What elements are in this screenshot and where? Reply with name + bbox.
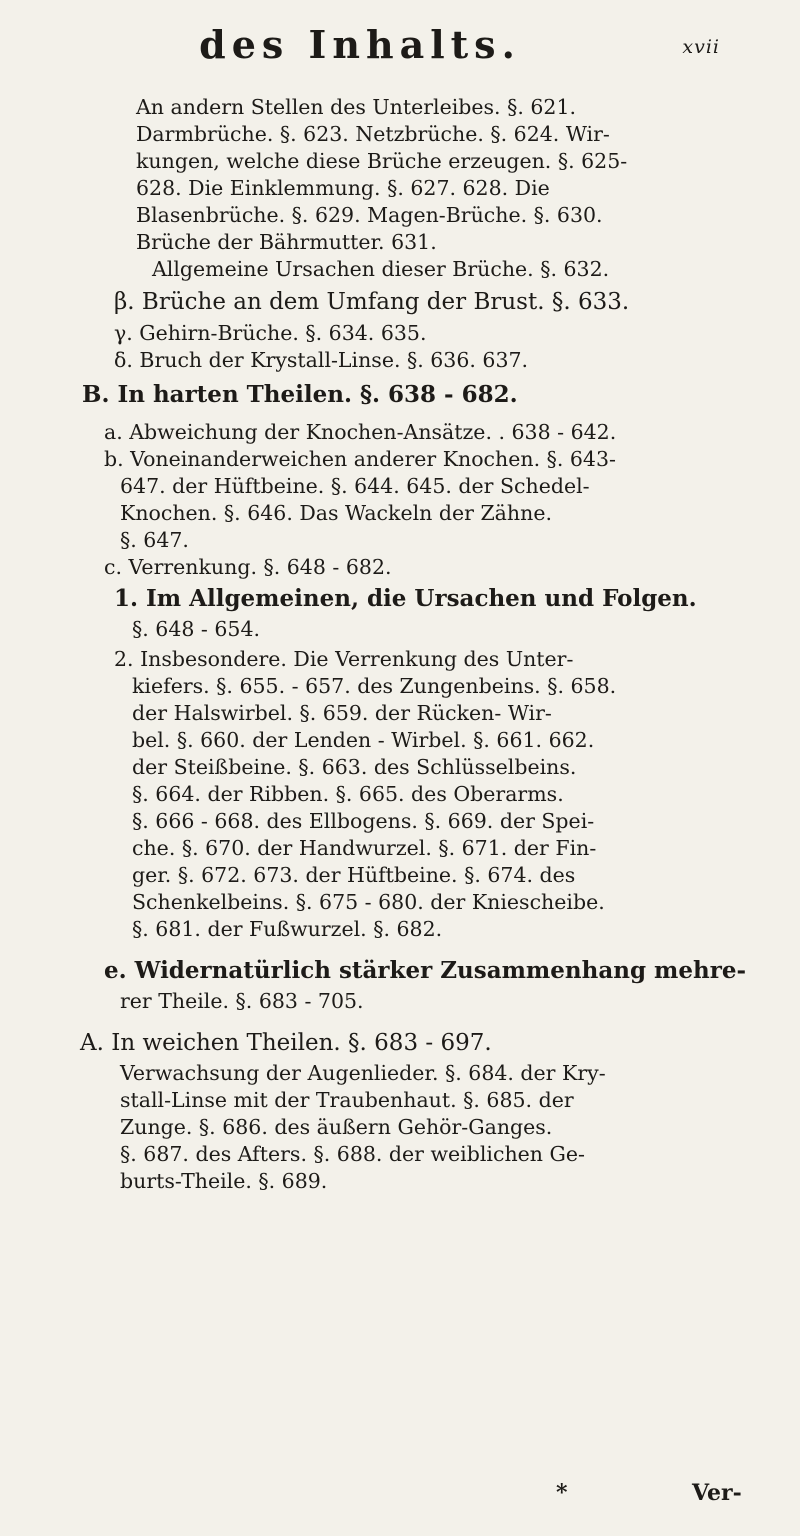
page-footer <box>0 1480 800 1520</box>
text-line: §. 648 - 654. <box>132 617 261 641</box>
text-line: burts-Theile. §. 689. <box>120 1169 328 1193</box>
text-line: Knochen. §. 646. Das Wackeln der Zähne. <box>120 501 552 525</box>
text-line: 2. Insbesondere. Die Verrenkung des Unter- <box>114 647 574 671</box>
text-line: β. Brüche an dem Umfang der Brust. §. 633. <box>114 289 630 315</box>
text-line: Schenkelbeins. §. 675 - 680. der Kniescheibe. <box>132 890 605 914</box>
text-line: §. 681. der Fußwurzel. §. 682. <box>132 917 443 941</box>
catchword: Ver- <box>692 1480 742 1506</box>
text-line: rer Theile. §. 683 - 705. <box>120 989 364 1013</box>
text-line: kiefers. §. 655. - 657. des Zungenbeins. §. 658. <box>132 674 617 698</box>
text-line: der Steißbeine. §. 663. des Schlüsselbeins. <box>132 755 577 779</box>
text-line: An andern Stellen des Unterleibes. §. 621. <box>136 95 577 119</box>
text-line: stall-Linse mit der Traubenhaut. §. 685. der <box>120 1088 574 1112</box>
text-line: §. 664. der Ribben. §. 665. des Oberarms. <box>132 782 564 806</box>
text-line: a. Abweichung der Knochen-Ansätze. . 638 - 642. <box>104 420 617 444</box>
text-line: 1. Im Allgemeinen, die Ursachen und Folgen. <box>114 585 697 612</box>
text-line: §. 666 - 668. des Ellbogens. §. 669. der Spei- <box>132 809 595 833</box>
text-line: Brüche der Bährmutter. 631. <box>136 230 437 254</box>
text-line: 647. der Hüftbeine. §. 644. 645. der Schedel- <box>120 474 590 498</box>
text-line: 628. Die Einklemmung. §. 627. 628. Die <box>136 176 550 200</box>
text-line: der Halswirbel. §. 659. der Rücken- Wir- <box>132 701 552 725</box>
text-line: Allgemeine Ursachen dieser Brüche. §. 632. <box>152 257 610 281</box>
text-line: ger. §. 672. 673. der Hüftbeine. §. 674. des <box>132 863 576 887</box>
text-line: §. 687. des Afters. §. 688. der weiblichen Ge- <box>120 1142 585 1166</box>
text-line: c. Verrenkung. §. 648 - 682. <box>104 555 392 579</box>
text-line: che. §. 670. der Handwurzel. §. 671. der Fin- <box>132 836 597 860</box>
text-line: A. In weichen Theilen. §. 683 - 697. <box>80 1030 492 1056</box>
page-number: xvii <box>682 36 720 58</box>
text-line: Blasenbrüche. §. 629. Magen-Brüche. §. 630. <box>136 203 603 227</box>
signature-mark: * <box>556 1480 568 1506</box>
text-line: B. In harten Theilen. §. 638 - 682. <box>82 381 518 408</box>
text-line: e. Widernatürlich stärker Zusammenhang mehre- <box>104 957 747 984</box>
running-title: des Inhalts. <box>199 22 521 67</box>
page-header <box>80 22 720 72</box>
text-line: b. Voneinanderweichen anderer Knochen. §. 643- <box>104 447 616 471</box>
text-line: γ. Gehirn-Brüche. §. 634. 635. <box>114 321 427 345</box>
text-line: Verwachsung der Augenlieder. §. 684. der Kry- <box>120 1061 606 1085</box>
text-line: kungen, welche diese Brüche erzeugen. §. 625- <box>136 149 628 173</box>
text-line: bel. §. 660. der Lenden - Wirbel. §. 661. 662. <box>132 728 595 752</box>
text-line: Darmbrüche. §. 623. Netzbrüche. §. 624. Wir- <box>136 122 610 146</box>
text-line: δ. Bruch der Krystall-Linse. §. 636. 637. <box>114 348 529 372</box>
text-line: §. 647. <box>120 528 189 552</box>
text-line: Zunge. §. 686. des äußern Gehör-Ganges. <box>120 1115 553 1139</box>
